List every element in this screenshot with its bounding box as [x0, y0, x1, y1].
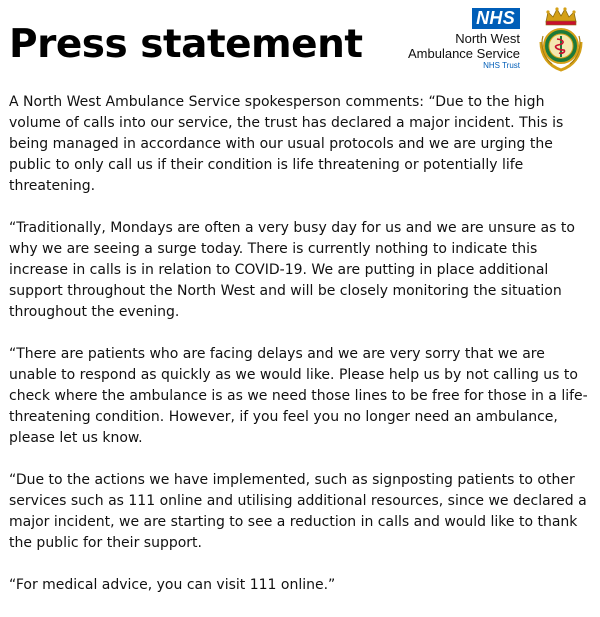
statement-paragraph-2: “Traditionally, Mondays are often a very busy day for us and we are unsure as to why we are seeing a surge today. There is currently nothing to indicate this increase in calls is in relation to COVID-19. We are putting in place additional support throughout the North West and will be closely monitoring the situation throughout the evening. — [9, 220, 575, 320]
nhs-logo: NHS — [472, 8, 520, 29]
statement-paragraph-1: A North West Ambulance Service spokesperson comments: “Due to the high volume of calls into our service, the trust has declared a major incident. This is being managed in accordance with our usual protocols and we are urging the public to only call us if their condition is life threatening or potentially life threatening. — [9, 94, 564, 194]
statement-body — [9, 92, 594, 617]
org-name-line2: Ambulance Service — [408, 46, 520, 61]
statement-paragraph-4: “Due to the actions we have implemented, such as signposting patients to other services such as 111 online and utilising additional resources, since we declared a major incident, we are starting to see a reduction in calls and would like to thank the public for their support. — [9, 472, 587, 551]
page-title: Press statement — [9, 22, 363, 67]
statement-paragraph-5: “For medical advice, you can visit 111 online.” — [9, 577, 336, 593]
statement-paragraph-3: “There are patients who are facing delays and we are very sorry that we are unable to respond as quickly as we would like. Please help us by not calling us to check where the ambulance is as we need those lines to be free for those in a life-threatening condition. However, if you feel you no longer need an ambulance, please let us know. — [9, 346, 588, 446]
org-name-line1: North West — [455, 31, 520, 46]
organisation-logo — [370, 8, 520, 71]
crown-icon — [546, 7, 576, 25]
org-trust-label: NHS Trust — [483, 61, 520, 70]
ambulance-crest-icon — [532, 6, 590, 72]
